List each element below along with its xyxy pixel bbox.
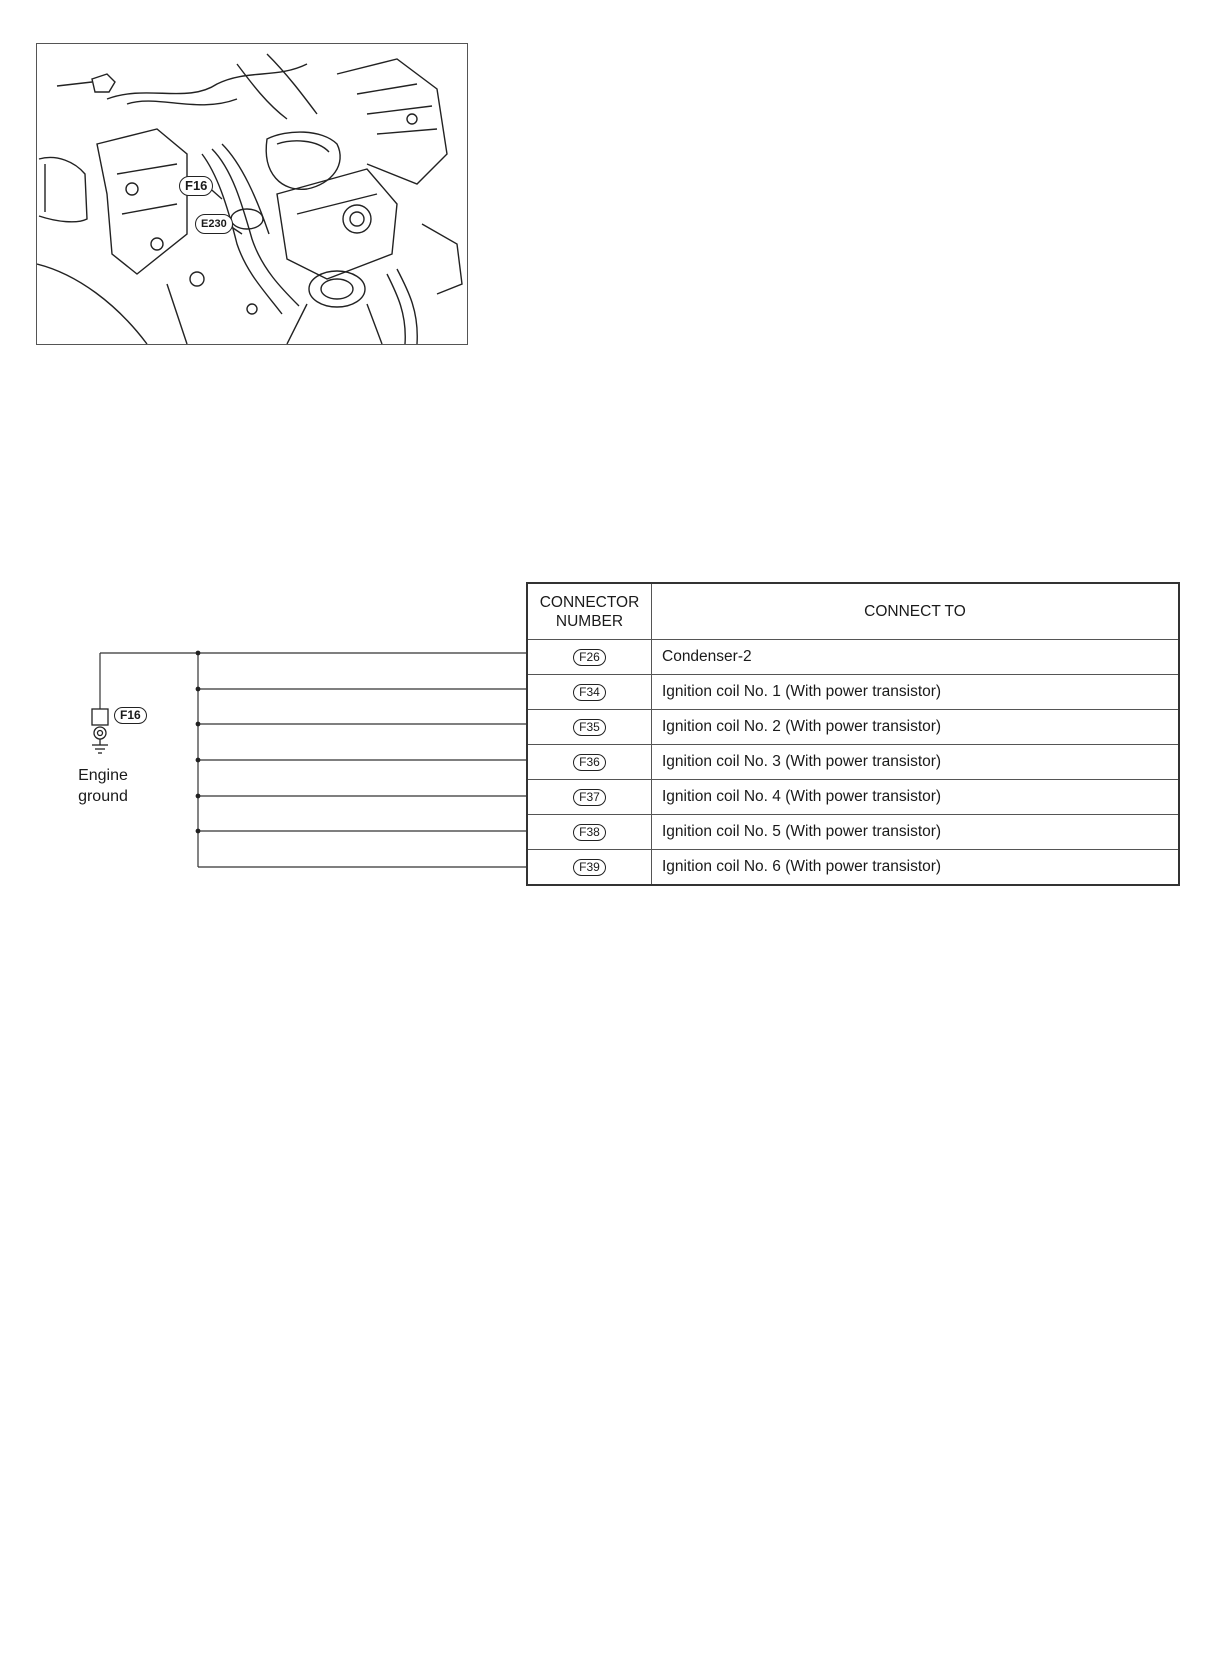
connector-cell [527, 640, 652, 675]
junction-dot [196, 722, 201, 727]
connector-cell [527, 850, 652, 886]
connector-cell [527, 815, 652, 850]
connector-cell [527, 745, 652, 780]
ground-connector-f16: F16 [114, 707, 147, 724]
callout-f16: F16 [179, 176, 213, 196]
connector-cell [527, 780, 652, 815]
connector-badge: F38 [573, 824, 606, 841]
connector-table [526, 582, 1180, 886]
junction-dot [196, 651, 201, 656]
header-connector-number [527, 583, 652, 640]
table-row [527, 640, 1179, 675]
header-number-line1: CONNECTOR [539, 593, 640, 611]
wiring-schematic [0, 570, 530, 890]
connector-cell [527, 675, 652, 710]
header-number-line2: NUMBER [555, 612, 624, 630]
table-row [527, 780, 1179, 815]
connector-badge: F26 [573, 649, 606, 666]
callout-e230: E230 [195, 214, 233, 234]
connect-to-cell: Ignition coil No. 3 (With power transistor) [652, 745, 1180, 780]
ground-label-line2: ground [78, 788, 128, 805]
engine-drawing [37, 44, 468, 345]
connector-cell [527, 710, 652, 745]
connect-to-cell: Ignition coil No. 6 (With power transistor) [652, 850, 1180, 886]
connect-to-cell: Ignition coil No. 2 (With power transistor) [652, 710, 1180, 745]
table-row [527, 710, 1179, 745]
ground-label-line1: Engine [78, 767, 128, 784]
junction-dot [196, 829, 201, 834]
connector-badge: F36 [573, 754, 606, 771]
connect-to-cell: Ignition coil No. 4 (With power transistor) [652, 780, 1180, 815]
table-row [527, 745, 1179, 780]
connect-to-cell: Ignition coil No. 5 (With power transistor) [652, 815, 1180, 850]
junction-dot [196, 794, 201, 799]
engine-ground-label [58, 765, 148, 807]
connector-badge: F34 [573, 684, 606, 701]
table-row [527, 815, 1179, 850]
table-header-row [527, 583, 1179, 640]
engine-bay-illustration [36, 43, 468, 345]
connector-badge: F35 [573, 719, 606, 736]
connect-to-cell: Ignition coil No. 1 (With power transistor) [652, 675, 1180, 710]
table-row [527, 675, 1179, 710]
connector-badge: F39 [573, 859, 606, 876]
ground-symbol-icon [92, 709, 108, 753]
junction-dot [196, 758, 201, 763]
connect-to-cell: Condenser-2 [652, 640, 1180, 675]
connector-badge: F37 [573, 789, 606, 806]
header-connect-to: CONNECT TO [652, 583, 1180, 640]
table-row [527, 850, 1179, 886]
junction-dot [196, 687, 201, 692]
wiring-lines [0, 570, 530, 890]
